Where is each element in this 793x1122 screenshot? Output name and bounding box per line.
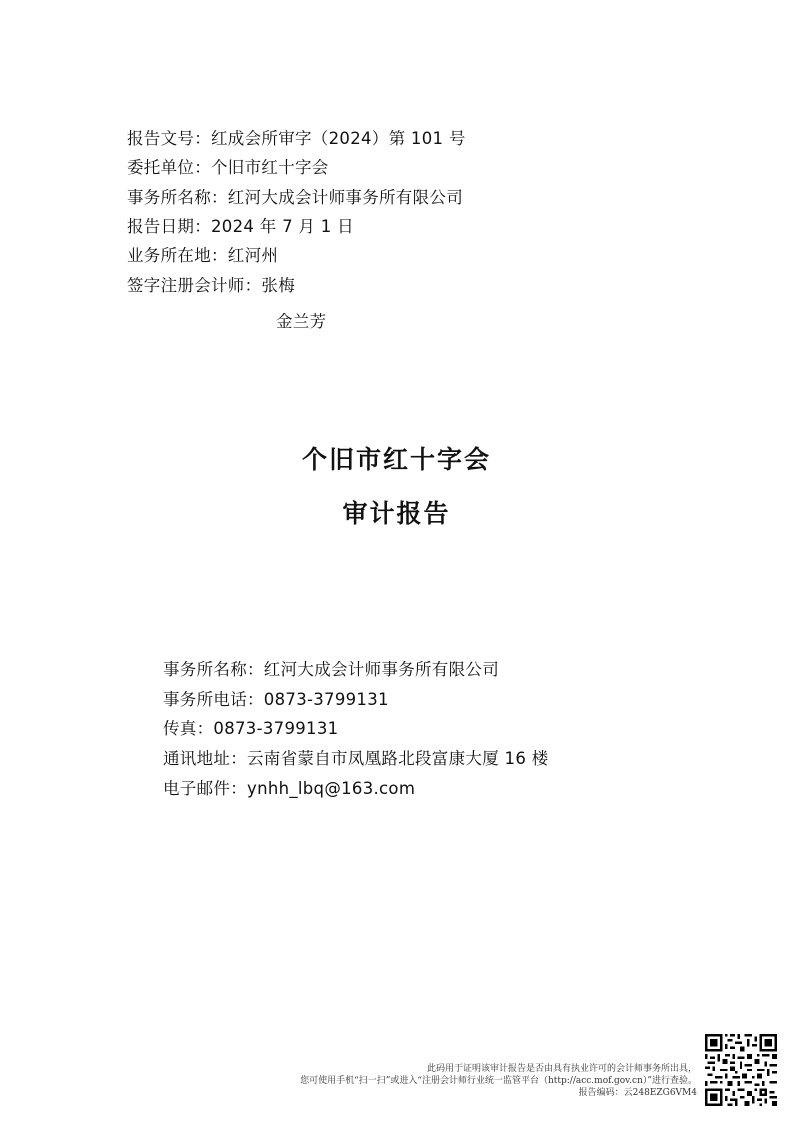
contact-address: 通讯地址：云南省蒙自市凤凰路北段富康大厦 16 楼: [163, 749, 549, 768]
document-subtitle: 审计报告: [342, 499, 451, 528]
contact-phone: 事务所电话：0873-3799131: [163, 690, 389, 709]
report-date: 报告日期：2024 年 7 月 1 日: [127, 217, 354, 236]
document-title: 个旧市红十字会: [301, 445, 491, 474]
signing-cpa-secondary: 金兰芳: [276, 312, 327, 331]
contact-email: 电子邮件：ynhh_lbq@163.com: [163, 779, 416, 798]
report-number: 报告文号：红成会所审字（2024）第 101 号: [127, 129, 466, 148]
report-code: 报告编码：云248EZG6VM4: [578, 1088, 697, 1098]
signing-cpa-primary: 签字注册会计师：张梅: [127, 276, 295, 295]
verification-note-line2: 您可使用手机“扫一扫”或进入“注册会计师行业统一监管平台（http://acc.mof.gov.cn）”进行查验。: [300, 1076, 697, 1086]
firm-location: 业务所在地：红河州: [127, 246, 279, 265]
contact-fax: 传真：0873-3799131: [163, 719, 339, 738]
verification-note-line1: 此码用于证明该审计报告是否由具有执业许可的会计师事务所出具，: [426, 1064, 697, 1074]
contact-firm-name: 事务所名称：红河大成会计师事务所有限公司: [163, 660, 499, 679]
qr-code-icon: [705, 1034, 777, 1106]
firm-name: 事务所名称：红河大成会计师事务所有限公司: [127, 188, 463, 207]
client-unit: 委托单位：个旧市红十字会: [127, 158, 329, 177]
